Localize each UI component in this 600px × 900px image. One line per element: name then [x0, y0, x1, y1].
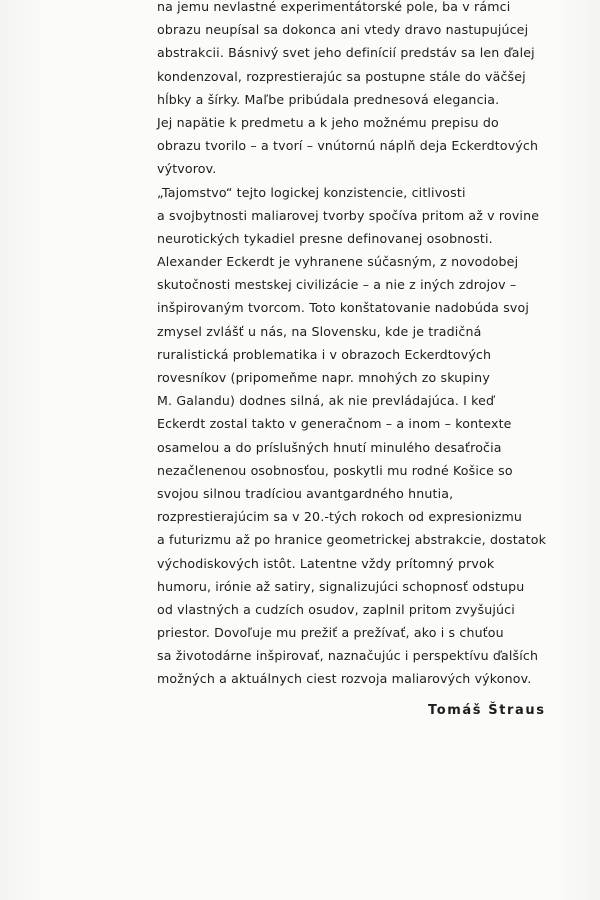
text-line-8: výtvorov. [157, 161, 217, 177]
text-line-30: možných a aktuálnych ciest rozvoja maliarových výkonov. [157, 671, 532, 687]
text-line-19: Eckerdt zostal takto v generačnom – a inom – kontexte [157, 416, 512, 432]
text-line-17: rovesníkov (pripomeňme napr. mnohých zo skupiny [157, 370, 490, 385]
text-line-28: priestor. Dovoľuje mu prežiť a prežívať, ako i s chuťou [157, 625, 504, 641]
text-line-14: inšpirovaným tvorcom. Toto konštatovanie nadobúda svoj [157, 300, 530, 316]
text-line-4: kondenzoval, rozprestierajúc sa postupne stále do väčšej [157, 68, 526, 84]
text-line-13: skutočnosti mestskej civilizácie – a nie z iných zdrojov – [157, 277, 517, 293]
text-line-23: rozprestierajúcim sa v 20.-tých rokoch od expresionizmu [157, 509, 523, 525]
text-line-24: a futurizmu až po hranice geometrickej abstrakcie, dostatok [157, 532, 547, 548]
text-line-26: humoru, irónie až satiry, signalizujúci schopnosť odstupu [157, 578, 525, 594]
text-line-11: neurotických tykadiel presne definovanej osobnosti. [157, 230, 493, 246]
text-line-21: nezačlenenou osobnosťou, poskytli mu rodné Košice so [157, 462, 513, 478]
text-line-25: východiskových istôt. Latentne vždy prítomný prvok [157, 555, 495, 571]
text-line-10: a svojbytnosti maliarovej tvorby spočíva pritom až v rovine [157, 207, 540, 223]
text-line-20: osamelou a do príslušných hnutí minulého desaťročia [157, 439, 502, 455]
body-text [157, 0, 562, 691]
text-line-5: hĺbky a šírky. Maľbe pribúdala prednesová elegancia. [157, 91, 500, 107]
text-line-7: obrazu tvorilo – a tvorí – vnútornú náplň deja Eckerdtových [157, 138, 539, 154]
author-signature: Tomáš Štraus [428, 703, 546, 718]
text-line-18: M. Galandu) dodnes silná, ak nie prevládajúca. I keď [157, 393, 495, 409]
text-line-6: Jej napätie k predmetu a k jeho možnému prepisu do [157, 114, 499, 130]
text-line-3: abstrakcii. Básnivý svet jeho definícií predstáv sa len ďalej [157, 45, 535, 61]
text-line-27: od vlastných a cudzích osudov, zaplnil pritom zvyšujúci [157, 601, 515, 617]
text-line-15: zmysel zvlášť u nás, na Slovensku, kde je tradičná [157, 323, 482, 339]
text-line-9: „Tajomstvo“ tejto logickej konzistencie, citlivosti [157, 184, 466, 200]
text-line-22: svojou silnou tradíciou avantgardného hnutia, [157, 485, 454, 501]
text-line-16: ruralistická problematika i v obrazoch Eckerdtových [157, 346, 492, 362]
text-line-1: na jemu nevlastné experimentátorské pole, ba v rámci [157, 0, 511, 14]
text-line-2: obrazu neupísal sa dokonca ani vtedy dravo nastupujúcej [157, 22, 529, 38]
text-line-29: sa životodárne inšpirovať, naznačujúc i perspektívu ďalších [157, 648, 539, 664]
text-line-12: Alexander Eckerdt je vyhranene súčasným, z novodobej [157, 254, 519, 270]
